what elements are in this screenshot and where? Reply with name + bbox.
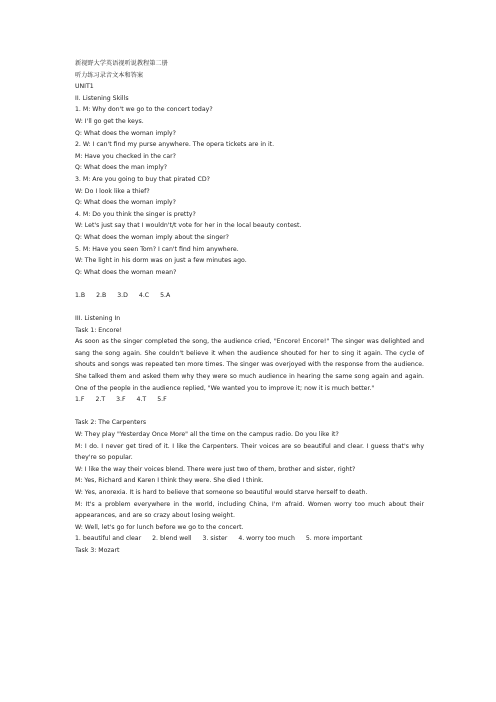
dialogue-line: W: I'll go get the keys. <box>75 117 144 125</box>
unit-heading: UNIT1 <box>75 83 94 91</box>
answer-item: 4.T <box>136 396 147 404</box>
dialogue-line: W: Yes, anorexia. It is hard to believe that someone so beautiful would starve herself to death. <box>75 488 368 496</box>
question-line: Q: What does the man imply? <box>75 164 168 172</box>
task3-title: Task 3: Mozart <box>75 546 120 554</box>
answer-key-task2 <box>75 533 424 545</box>
dialogue-line: W: Let's just say that I wouldn't/t vote for her in the local beauty contest. <box>75 222 302 230</box>
dialogue-line: 1. M: Why don't we go to the concert today? <box>75 106 213 114</box>
answer-item: 5.F <box>157 396 167 404</box>
dialogue-line: M: Have you checked in the car? <box>75 152 176 160</box>
document-subtitle: 听力练习录音文本和答案 <box>75 71 144 79</box>
question-line: Q: What does the woman mean? <box>75 268 177 276</box>
answer-item: 2.T <box>95 396 106 404</box>
question-line: Q: What does the woman imply about the singer? <box>75 233 229 241</box>
dialogue-line: M: It's a problem everywhere in the world, including China, I'm afraid. Women worry too much about their appearances, and are so crazy about losing weight. <box>75 500 424 520</box>
answer-item: 3. sister <box>202 535 228 543</box>
answer-item: 1.F <box>75 396 85 404</box>
answer-item: 1. beautiful and clear <box>75 535 142 543</box>
document-title: 新视野大学英语视听说教程第二册 <box>75 60 168 67</box>
dialogue-line: W: I like the way their voices blend. There were just two of them, brother and sister, right? <box>75 465 356 473</box>
dialogue-line: 3. M: Are you going to buy that pirated CD? <box>75 175 210 183</box>
answer-item: 2.B <box>96 291 107 299</box>
task1-title: Task 1: Encore! <box>75 326 123 334</box>
document-page <box>75 58 424 557</box>
task2-title: Task 2: The Carpenters <box>75 419 147 427</box>
dialogue-line: M: I do. I never get tired of it. I like the Carpenters. Their voices are so beautiful and clear. I guess that's why they're so popular. <box>75 442 424 462</box>
answer-item: 4.C <box>138 291 150 299</box>
answer-key-skills <box>75 290 424 302</box>
answer-item: 3.F <box>116 396 126 404</box>
answer-item: 3.D <box>117 291 128 299</box>
dialogue-line: M: Yes, Richard and Karen I think they were. She died I think. <box>75 477 264 485</box>
dialogue-line: W: The light in his dorm was on just a few minutes ago. <box>75 257 247 265</box>
dialogue-line: W: They play "Yesterday Once More" all the time on the campus radio. Do you like it? <box>75 431 339 438</box>
answer-item: 1.B <box>75 291 86 299</box>
task1-paragraph: As soon as the singer completed the song, the audience cried, "Encore! Encore!" The singer was delighted and sang the song again. She couldn't believe it when the audience shouted for her to sing it again. The cycle of shouts and songs was repeated ten more times. The singer was overjoyed with the response from the audience. She talked them and asked them why they were so much audience in hearing the same song again and again. One of the people in the audience replied, "We wanted you to improve it; now it is much better." <box>75 338 424 392</box>
dialogue-line: 2. W: I can't find my purse anywhere. The opera tickets are in it. <box>75 141 275 149</box>
dialogue-line: W: Well, let's go for lunch before we go to the concert. <box>75 523 244 531</box>
answer-key-task1 <box>75 394 424 406</box>
answer-item: 4. worry too much <box>238 535 295 543</box>
dialogue-line: 4. M: Do you think the singer is pretty? <box>75 210 196 218</box>
answer-item: 5. more important <box>305 535 363 543</box>
section-heading-listening-in: III. Listening In <box>75 315 121 323</box>
dialogue-line: 5. M: Have you seen Tom? I can't find him anywhere. <box>75 245 239 253</box>
dialogue-line: W: Do I look like a thief? <box>75 187 150 195</box>
answer-item: 2. blend well <box>152 535 192 543</box>
question-line: Q: What does the woman imply? <box>75 199 176 207</box>
answer-item: 5.A <box>160 291 171 299</box>
question-line: Q: What does the woman imply? <box>75 129 176 137</box>
section-heading-listening-skills: II. Listening Skills <box>75 94 129 102</box>
